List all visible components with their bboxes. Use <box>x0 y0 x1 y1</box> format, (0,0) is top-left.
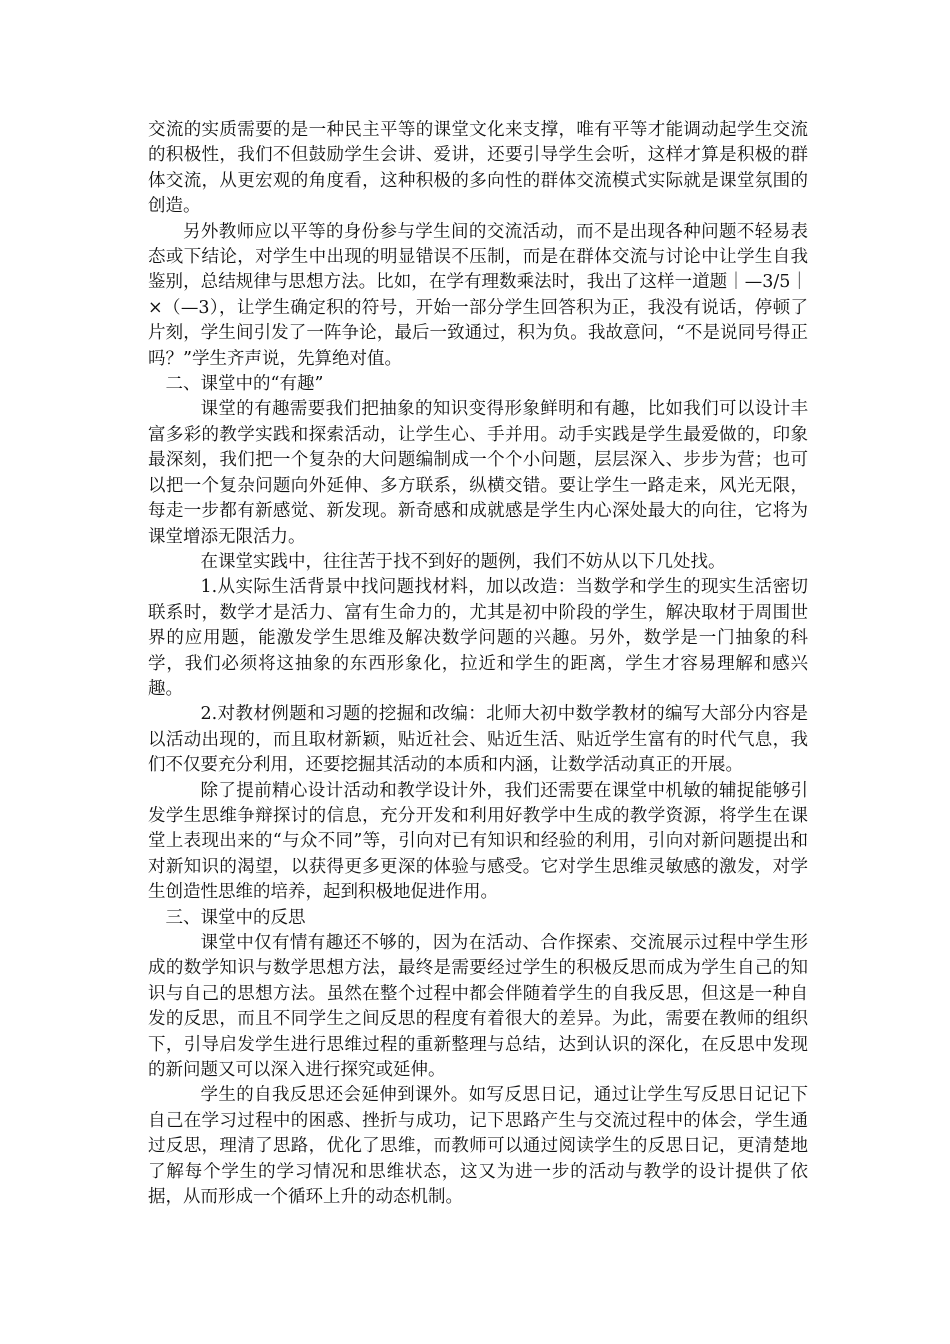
paragraph-reflection-diary: 学生的自我反思还会延伸到课外。如写反思日记，通过让学生写反思日记记下自己在学习过程中的困惑、挫折与成功，记下思路产生与交流过程中的体会，学生通过反思，理清了思路，优化了思维，而教师可以通过阅读学生的反思日记，更清楚地了解每个学生的学习情况和思维状态，这又为进一步的活动与教学的设计提供了依据，从而形成一个循环上升的动态机制。 <box>148 1085 808 1208</box>
document-body <box>148 118 808 1210</box>
list-item-real-life: 1.从实际生活背景中找问题找材料，加以改造：当数学和学生的现实生活密切联系时，数学才是活力、富有生命力的，尤其是初中阶段的学生，解决取材于周围世界的应用题，能激发学生思维及解决数学问题的兴趣。另外，数学是一门抽象的科学，我们必须将这抽象的东西形象化，拉近和学生的距离，学生才容易理解和感兴趣。 <box>148 577 808 699</box>
section-heading-reflection: 三、课堂中的反思 <box>165 907 306 928</box>
paragraph-interest-intro: 课堂的有趣需要我们把抽象的知识变得形象鲜明和有趣，比如我们可以设计丰富多彩的教学实践和探索活动，让学生心、手并用。动手实践是学生最爱做的，印象最深刻，我们把一个复杂的大问题编制成一个个小问题，层层深入、步步为营；也可以把一个复杂问题向外延伸、多方联系，纵横交错。要让学生一路走来，风光无限，每走一步都有新感觉、新发现。新奇感和成就感是学生内心深处最大的向往，它将为课堂增添无限活力。 <box>148 399 808 547</box>
list-item-textbook: 2.对教材例题和习题的挖掘和改编：北师大初中数学教材的编写大部分内容是以活动出现的，而且取材新颖，贴近社会、贴近生活、贴近学生富有的时代气息，我们不仅要充分利用，还要挖掘其活动的本质和内涵，让数学活动真正的开展。 <box>148 704 808 776</box>
paragraph-reflection-intro: 课堂中仅有情有趣还不够的，因为在活动、合作探索、交流展示过程中学生形成的数学知识与数学思想方法，最终是需要经过学生的积极反思而成为学生自己的知识与自己的思想方法。虽然在整个过程中都会伴随着学生的自我反思，但这是一种自发的反思，而且不同学生之间反思的程度有着很大的差异。为此，需要在教师的组织下，引导启发学生进行思维过程的重新整理与总结，达到认识的深化，在反思中发现的新问题又可以深入进行探究或延伸。 <box>148 933 808 1081</box>
paragraph-classroom-culture: 交流的实质需要的是一种民主平等的课堂文化来支撑，唯有平等才能调动起学生交流的积极性，我们不但鼓励学生会讲、爱讲，还要引导学生会听，这样才算是积极的群体交流，从更宏观的角度看，这种积极的多向性的群体交流模式实际就是课堂氛围的创造。 <box>148 120 808 217</box>
paragraph-finding-examples: 在课堂实践中，往往苦于找不到好的题例，我们不妨从以下几处找。 <box>200 551 726 572</box>
paragraph-classroom-resources: 除了提前精心设计活动和教学设计外，我们还需要在课堂中机敏的辅捉能够引发学生思维争辩探讨的信息，充分开发和利用好教学中生成的教学资源，将学生在课堂上表现出来的“与众不同”等，引向对已有知识和经验的利用，引向对新问题提出和对新知识的渴望，以获得更多更深的体验与感受。它对学生思维灵敏感的激发，对学生创造性思维的培养，起到积极地促进作用。 <box>148 780 808 903</box>
section-heading-interest: 二、课堂中的“有趣” <box>165 374 324 395</box>
paragraph-teacher-equality: 另外教师应以平等的身份参与学生间的交流活动，而不是出现各种问题不轻易表态或下结论，对学生中出现的明显错误不压制，而是在群体交流与讨论中让学生自我鉴别，总结规律与思想方法。比如，在学有理数乘法时，我出了这样一道题｜—3/5｜×（—3），让学生确定积的符号，开始一部分学生回答积为正，我没有说话，停顿了片刻，学生间引发了一阵争论，最后一致通过，积为负。我故意问，“不是说同号得正吗？”学生齐声说，先算绝对值。 <box>148 221 808 369</box>
